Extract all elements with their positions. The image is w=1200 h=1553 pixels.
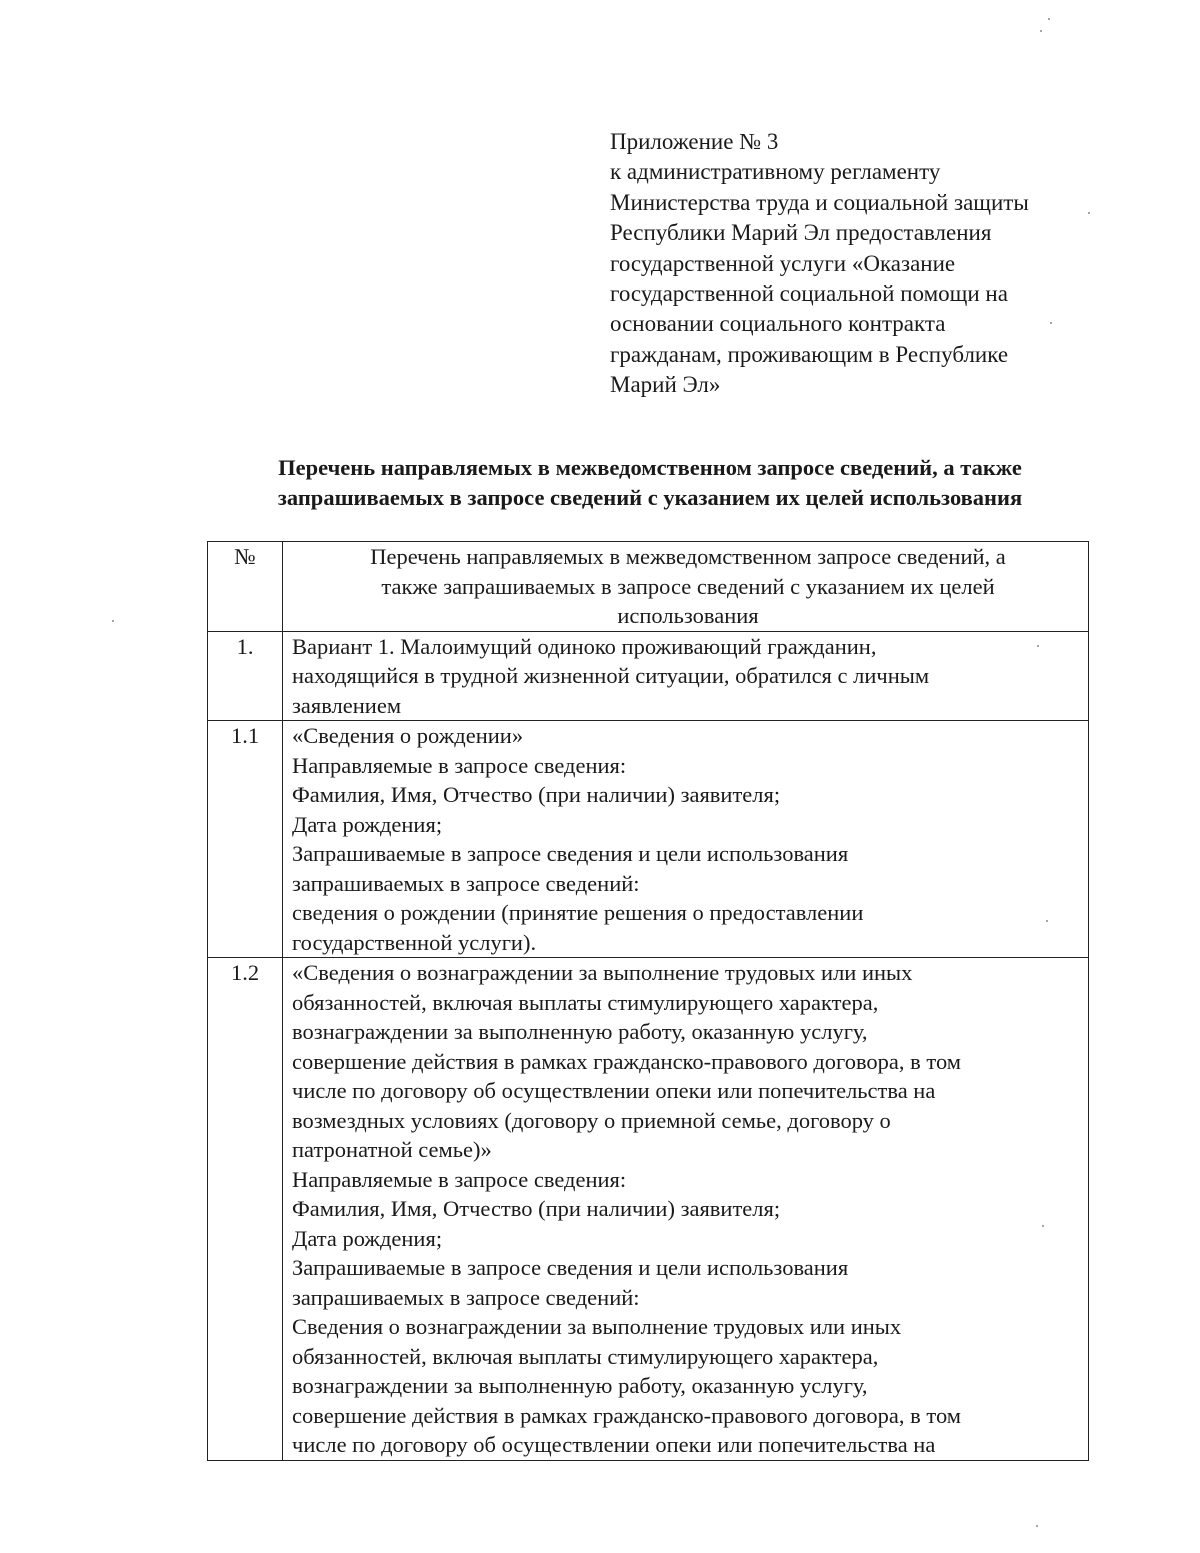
table-row: [208, 721, 1089, 958]
title-line: Перечень направляемых в межведомственном запросе сведений, а также: [278, 455, 1022, 480]
appendix-line: государственной социальной помощи на: [610, 281, 1008, 307]
row-line: Дата рождения;: [292, 811, 443, 837]
row-num-cell: 1.: [208, 631, 283, 721]
row-line: «Сведения о вознаграждении за выполнение трудовых или иных: [292, 960, 913, 985]
scan-speck: [1042, 1225, 1044, 1227]
row-content-cell: [283, 631, 1089, 721]
row-line: совершение действия в рамках гражданско-правового договора, в том: [292, 1048, 962, 1074]
row-line: вознаграждении за выполненную работу, оказанную услугу,: [292, 1019, 868, 1044]
header-content-cell: [283, 542, 1089, 632]
appendix-line: гражданам, проживающим в Республике: [610, 341, 1009, 367]
row-line: «Сведения о рождении»: [292, 723, 524, 748]
row-line: Фамилия, Имя, Отчество (при наличии) заявителя;: [292, 1196, 781, 1221]
row-content-cell: [283, 958, 1089, 1461]
scan-speck: [1040, 30, 1042, 32]
row-line: Вариант 1. Малоимущий одиноко проживающий гражданин,: [292, 633, 877, 659]
scan-speck: [1037, 645, 1039, 647]
row-line: Сведения о вознаграждении за выполнение трудовых или иных: [292, 1314, 902, 1339]
row-num-cell: 1.1: [208, 721, 283, 958]
row-line: заявлением: [292, 692, 402, 718]
row-num-cell: 1.2: [208, 958, 283, 1461]
row-line: возмездных условиях (договору о приемной семье, договору о: [292, 1107, 891, 1133]
table-row: [208, 958, 1089, 1461]
row-line: Направляемые в запросе сведения:: [292, 1166, 627, 1192]
row-line: числе по договору об осуществлении опеки или попечительства на: [292, 1078, 936, 1103]
table-header-row: [208, 542, 1089, 632]
appendix-line: Министерства труда и социальной защиты: [610, 189, 1029, 215]
row-line: государственной услуги).: [292, 929, 537, 955]
header-line: также запрашиваемых в запросе сведений с указанием их целей: [381, 573, 995, 599]
scan-speck: [1048, 18, 1050, 20]
row-content-cell: [283, 721, 1089, 958]
scan-speck: [112, 620, 114, 622]
row-line: обязанностей, включая выплаты стимулирующего характера,: [292, 1343, 879, 1369]
row-line: вознаграждении за выполненную работу, оказанную услугу,: [292, 1373, 868, 1398]
appendix-line: к административному регламенту: [610, 159, 941, 185]
appendix-line: Приложение № 3: [610, 129, 779, 154]
row-line: Направляемые в запросе сведения:: [292, 752, 627, 778]
row-line: совершение действия в рамках гражданско-правового договора, в том: [292, 1402, 962, 1428]
appendix-line: государственной услуги «Оказание: [610, 250, 956, 276]
title-line: запрашиваемых в запросе сведений с указанием их целей использования: [277, 485, 1023, 510]
row-line: запрашиваемых в запросе сведений:: [292, 1284, 640, 1310]
header-line: Перечень направляемых в межведомственном запросе сведений, а: [370, 544, 1006, 569]
header-num-cell: №: [208, 542, 283, 632]
scan-speck: [1046, 920, 1048, 922]
scan-speck: [1036, 1525, 1038, 1527]
row-line: запрашиваемых в запросе сведений:: [292, 870, 640, 896]
row-line: патронатной семье)»: [292, 1137, 492, 1162]
table-row: [208, 631, 1089, 721]
appendix-line: Марий Эл»: [610, 372, 721, 398]
row-line: Дата рождения;: [292, 1225, 443, 1251]
row-line: числе по договору об осуществлении опеки или попечительства на: [292, 1432, 936, 1457]
row-line: Запрашиваемые в запросе сведения и цели использования: [292, 1255, 849, 1280]
info-table: [207, 541, 1089, 1461]
scan-speck: [1088, 212, 1090, 214]
row-line: обязанностей, включая выплаты стимулирующего характера,: [292, 989, 879, 1015]
appendix-line: основании социального контракта: [610, 311, 946, 337]
row-line: Запрашиваемые в запросе сведения и цели использования: [292, 841, 849, 866]
header-line: использования: [617, 603, 759, 628]
row-line: находящийся в трудной жизненной ситуации, обратился с личным: [292, 663, 930, 688]
appendix-header: [610, 127, 1090, 401]
scan-speck: [1050, 322, 1052, 324]
appendix-line: Республики Марий Эл предоставления: [610, 220, 992, 246]
row-line: Фамилия, Имя, Отчество (при наличии) заявителя;: [292, 782, 781, 807]
document-title: [200, 453, 1100, 513]
row-line: сведения о рождении (принятие решения о предоставлении: [292, 900, 864, 925]
